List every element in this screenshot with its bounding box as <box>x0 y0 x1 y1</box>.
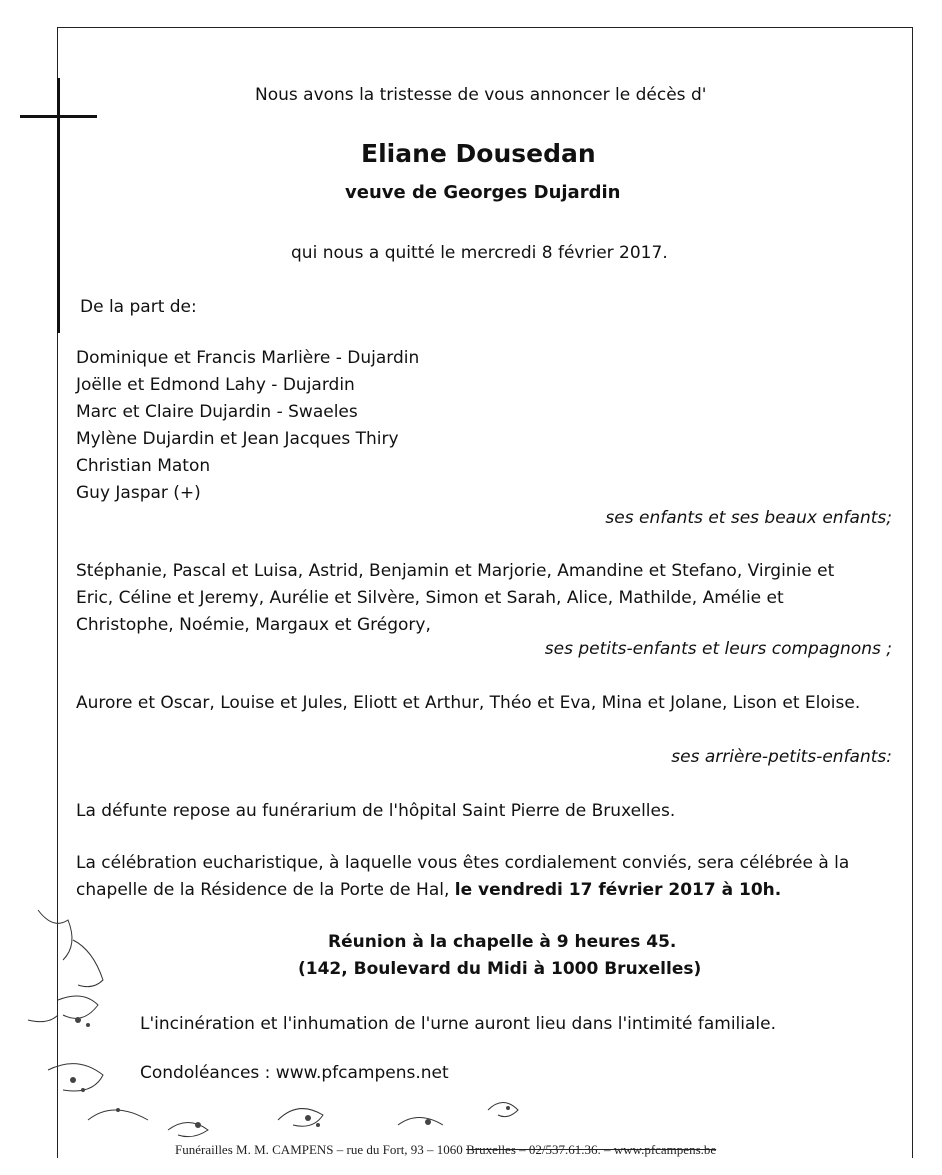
widow-of-line: veuve de Georges Dujardin <box>345 182 621 203</box>
from-label: De la part de: <box>80 297 197 317</box>
child-name: Dominique et Francis Marlière - Dujardin <box>76 348 420 368</box>
deceased-name: Eliane Dousedan <box>361 139 596 168</box>
condolences-line: Condoléances : www.pfcampens.net <box>140 1063 449 1083</box>
grandchildren-line: Stéphanie, Pascal et Luisa, Astrid, Benjamin et Marjorie, Amandine et Stefano, Virginie et <box>76 561 835 581</box>
intro-line: Nous avons la tristesse de vous annoncer le décès d' <box>255 85 707 105</box>
child-name: Marc et Claire Dujardin - Swaeles <box>76 402 358 422</box>
meeting-line: Réunion à la chapelle à 9 heures 45. <box>328 932 677 952</box>
address-line: (142, Boulevard du Midi à 1000 Bruxelles) <box>298 959 702 979</box>
floral-ornament <box>18 880 578 1160</box>
date-line: qui nous a quitté le mercredi 8 février 2017. <box>291 243 668 263</box>
footer-funeral-home: Funérailles M. M. CAMPENS – rue du Fort, 93 – 1060 <box>175 1142 467 1157</box>
great-grandchildren-caption: ses arrière-petits-enfants: <box>671 747 892 767</box>
grandchildren-line: Eric, Céline et Jeremy, Aurélie et Silvère, Simon et Sarah, Alice, Mathilde, Amélie et <box>76 588 784 608</box>
children-caption: ses enfants et ses beaux enfants; <box>605 508 892 528</box>
great-grandchildren-line: Aurore et Oscar, Louise et Jules, Eliott et Arthur, Théo et Eva, Mina et Jolane, Lison et Eloise. <box>76 693 861 713</box>
grandchildren-line: Christophe, Noémie, Margaux et Grégory, <box>76 615 431 635</box>
footer-contact: Bruxelles – 02/537.61.36. – www.pfcampens.be <box>466 1142 717 1157</box>
footer-line <box>175 1142 716 1158</box>
child-name: Joëlle et Edmond Lahy - Dujardin <box>76 375 355 395</box>
cremation-line: L'incinération et l'inhumation de l'urne auront lieu dans l'intimité familiale. <box>140 1014 776 1034</box>
grandchildren-caption: ses petits-enfants et leurs compagnons ; <box>544 639 892 659</box>
cross-horizontal-bar <box>20 115 97 118</box>
celebration-place: chapelle de la Résidence de la Porte de Hal, <box>76 880 455 900</box>
celebration-datetime: le vendredi 17 février 2017 à 10h. <box>454 880 782 900</box>
child-name: Christian Maton <box>76 456 211 476</box>
child-name: Mylène Dujardin et Jean Jacques Thiry <box>76 429 399 449</box>
repose-line: La défunte repose au funérarium de l'hôpital Saint Pierre de Bruxelles. <box>76 801 676 821</box>
child-name: Guy Jaspar (+) <box>76 483 201 503</box>
celebration-line-1: La célébration eucharistique, à laquelle vous êtes cordialement conviés, sera célébrée à la <box>76 853 850 873</box>
